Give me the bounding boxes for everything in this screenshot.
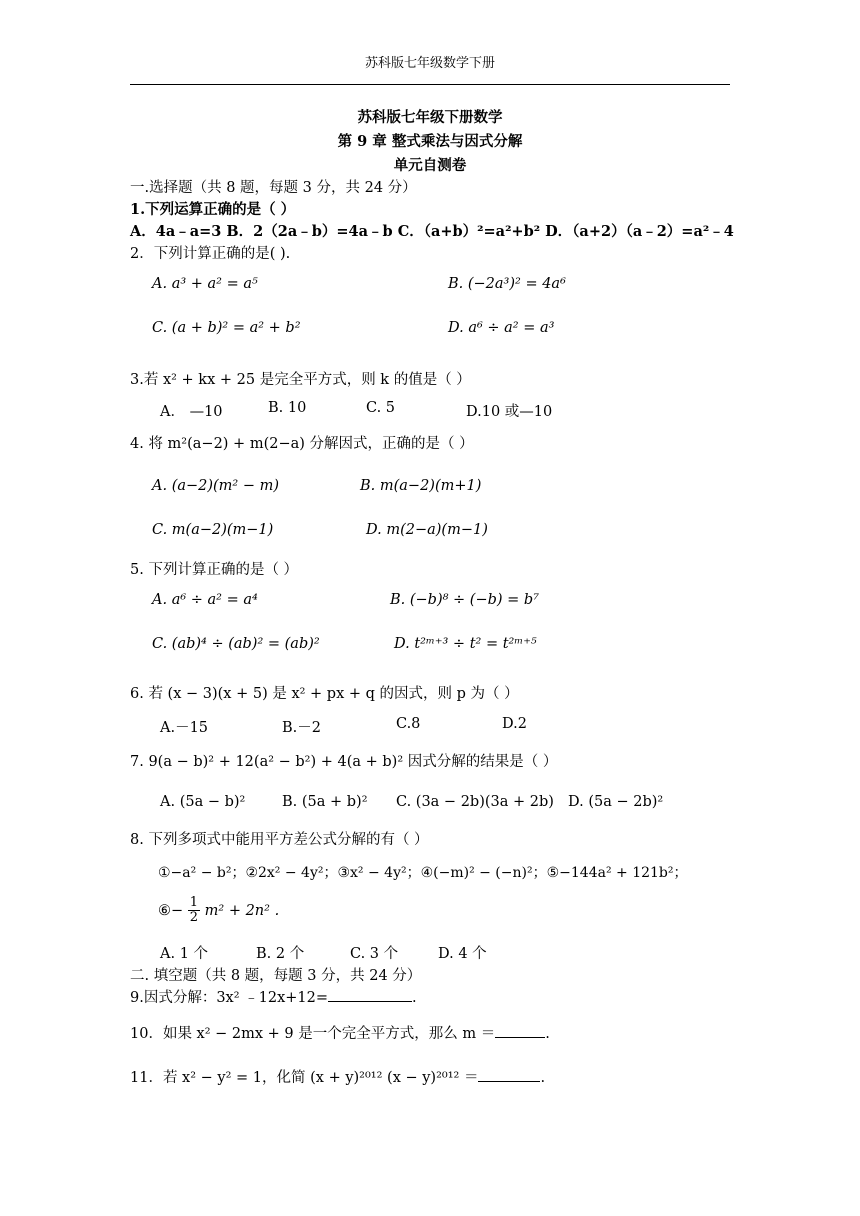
q5-option-a: A. a⁶ ÷ a² = a⁴ xyxy=(152,592,258,608)
q10-end: . xyxy=(545,1026,550,1042)
q6-option-a: A.－15 xyxy=(160,720,209,736)
q1-options: A．4a﹣a=3 B．2（2a﹣b）=4a﹣b C．（a+b）²=a²+b² D．（a+2）（a﹣2）=a²﹣4 xyxy=(130,223,734,240)
chapter-title: 第 9 章 整式乘法与因式分解 xyxy=(337,133,523,150)
section2-heading: 二. 填空题（共 8 题，每题 3 分，共 24 分） xyxy=(130,968,422,984)
q1-stem: 1.下列运算正确的是（ ） xyxy=(130,201,296,218)
q10-answer-blank[interactable] xyxy=(495,1037,545,1038)
q8-item6-prefix: ⑥− xyxy=(158,902,184,919)
q4-option-d: D. m(2−a)(m−1) xyxy=(366,522,488,538)
q4-option-b: B. m(a−2)(m+1) xyxy=(360,478,482,494)
q8-option-d: D. 4 个 xyxy=(438,946,487,962)
q9 xyxy=(130,986,417,1007)
q4-option-c: C. m(a−2)(m−1) xyxy=(152,522,274,538)
q9-end: . xyxy=(412,990,417,1006)
q8-item6-suffix: m² + 2n² . xyxy=(204,902,280,919)
q2-option-d: D. a⁶ ÷ a² = a³ xyxy=(448,320,555,336)
q7-option-b: B. (5a + b)² xyxy=(282,794,368,810)
q8-option-b: B. 2 个 xyxy=(256,946,305,962)
q6-option-d: D.2 xyxy=(502,716,527,732)
q5-option-c: C. (ab)⁴ ÷ (ab)² = (ab)² xyxy=(152,636,320,652)
test-title: 单元自测卷 xyxy=(393,157,467,174)
q8-fraction-numerator: 1 xyxy=(189,895,199,910)
q8-option-a: A. 1 个 xyxy=(160,946,209,962)
q4-option-a: A. (a−2)(m² − m) xyxy=(152,478,280,494)
q3-option-a: A． —10 xyxy=(160,404,223,420)
q8-option-c: C. 3 个 xyxy=(350,946,399,962)
q5-option-d: D. t²ᵐ⁺³ ÷ t² = t²ᵐ⁺⁵ xyxy=(394,636,537,652)
q2-option-a: A. a³ + a² = a⁵ xyxy=(152,276,258,292)
q6-option-b: B.－2 xyxy=(282,720,321,736)
q11-end: . xyxy=(540,1070,546,1086)
q8-items: ①−a² − b²；②2x² − 4y²；③x² − 4y²；④(−m)² − (−n)²；⑤−144a² + 121b²； xyxy=(158,865,688,881)
q4-stem: 4. 将 m²(a−2) + m(2−a) 分解因式，正确的是（ ） xyxy=(130,436,474,452)
q7-option-c: C. (3a − 2b)(3a + 2b) xyxy=(396,794,554,810)
q3-option-d: D.10 或—10 xyxy=(466,404,553,420)
running-header: 苏科版七年级数学下册 xyxy=(364,56,495,71)
q8-stem: 8. 下列多项式中能用平方差公式分解的有（ ） xyxy=(130,832,429,848)
q2-stem: 2．下列计算正确的是( ). xyxy=(130,246,291,262)
q7-stem: 7. 9(a − b)² + 12(a² − b²) + 4(a + b)² 因式分解的结果是（ ） xyxy=(130,754,558,770)
q7-option-a: A. (5a − b)² xyxy=(160,794,246,810)
q11-text: 11．若 x² − y² = 1，化简 (x + y)²⁰¹² (x − y)²⁰¹² ＝ xyxy=(130,1070,479,1086)
q2-option-c: C. (a + b)² = a² + b² xyxy=(152,320,301,336)
q8-fraction-denominator: 2 xyxy=(189,910,199,926)
q2-option-b: B. (−2a³)² = 4a⁶ xyxy=(448,276,566,292)
q5-stem: 5. 下列计算正确的是（ ） xyxy=(130,562,299,578)
q10 xyxy=(130,1022,550,1043)
q6-option-c: C.8 xyxy=(396,716,421,732)
doc-title: 苏科版七年级下册数学 xyxy=(357,109,503,126)
q11-answer-blank[interactable] xyxy=(478,1081,540,1082)
header-divider xyxy=(130,84,730,85)
q11 xyxy=(130,1066,545,1087)
q8-fraction xyxy=(188,896,200,926)
q3-stem: 3.若 x² + kx + 25 是完全平方式，则 k 的值是（ ） xyxy=(130,372,471,388)
q8-item6 xyxy=(158,896,279,926)
q5-option-b: B. (−b)⁸ ÷ (−b) = b⁷ xyxy=(390,592,540,608)
q6-stem: 6. 若 (x − 3)(x + 5) 是 x² + px + q 的因式，则 p 为（ ） xyxy=(130,686,519,702)
q9-answer-blank[interactable] xyxy=(328,1001,412,1002)
q3-option-c: C. 5 xyxy=(366,400,396,416)
q3-option-b: B. 10 xyxy=(268,400,307,416)
q9-text: 9.因式分解：3x² ﹣12x+12= xyxy=(130,990,329,1006)
section1-heading: 一.选择题（共 8 题，每题 3 分，共 24 分） xyxy=(130,180,417,196)
q7-option-d: D. (5a − 2b)² xyxy=(568,794,664,810)
q10-text: 10．如果 x² − 2mx + 9 是一个完全平方式，那么 m ＝ xyxy=(130,1026,496,1042)
